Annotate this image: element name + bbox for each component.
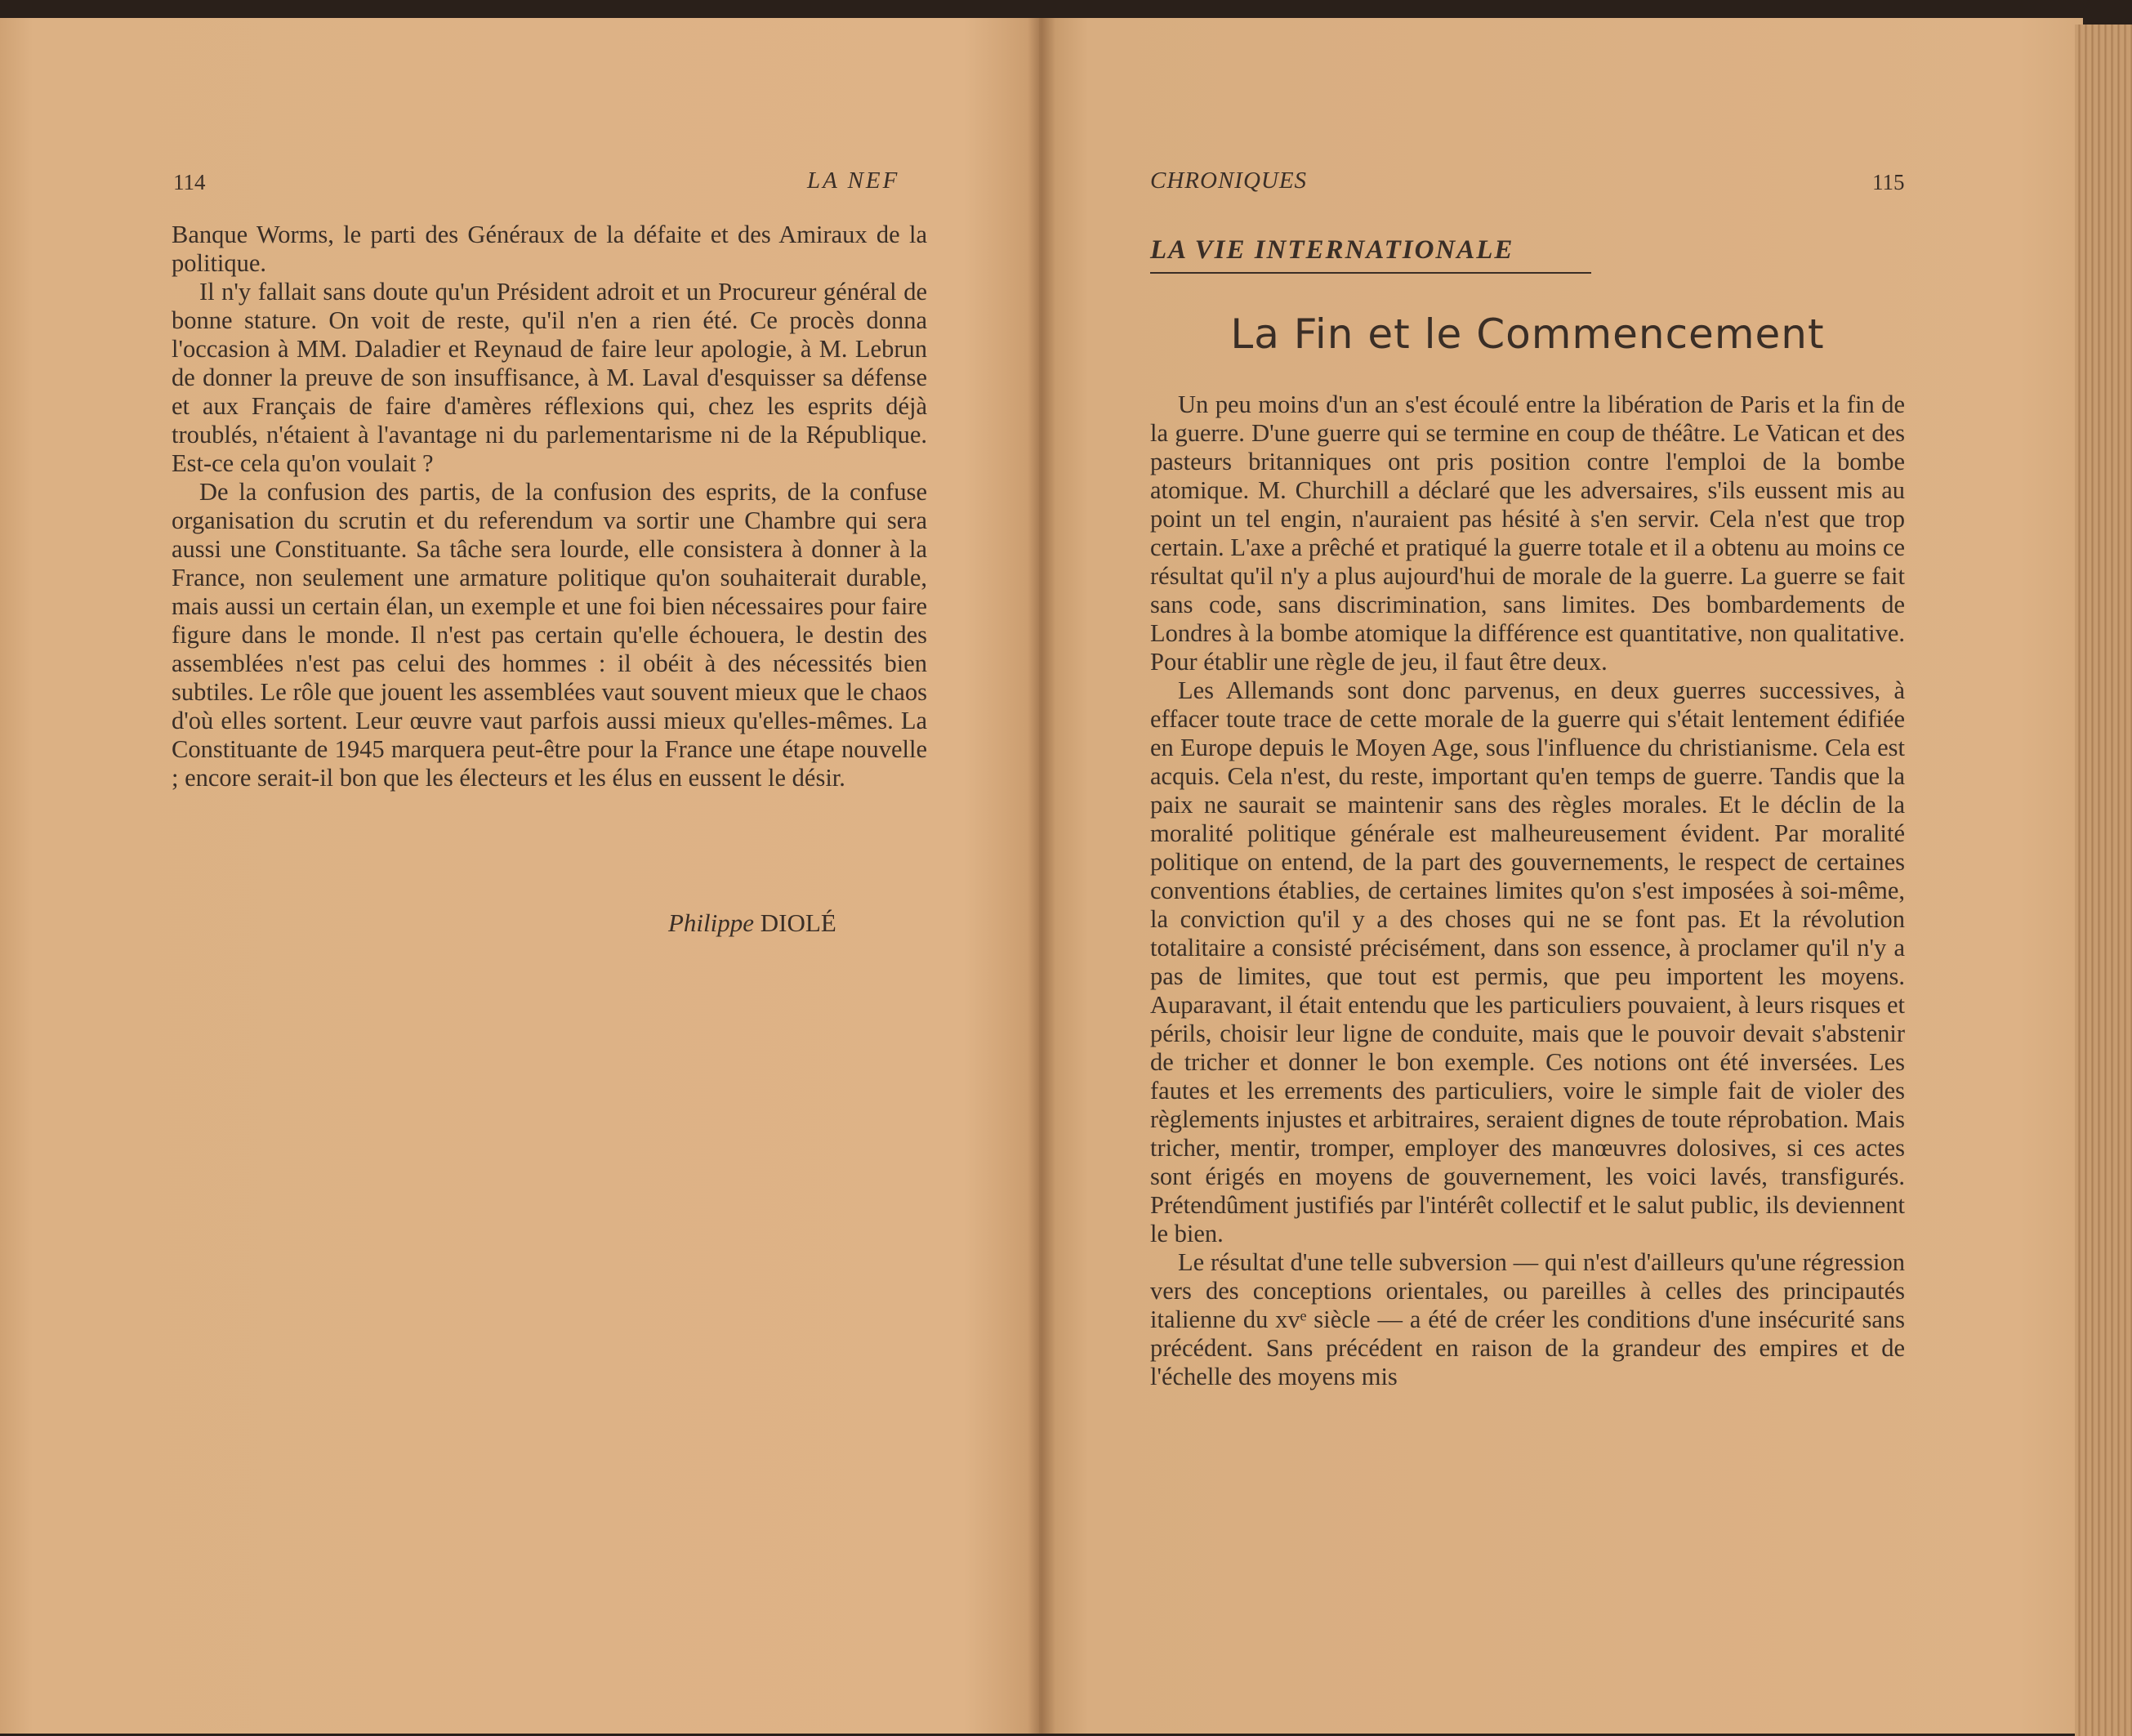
signature-last-name: DIOLÉ: [760, 908, 836, 937]
book-gutter: [1028, 18, 1055, 1734]
left-paragraph-1: Banque Worms, le parti des Généraux de la défaite et des Amiraux de la politique.: [172, 221, 927, 277]
article-title: La Fin et le Commencement: [1230, 310, 1825, 358]
page-edges: [2075, 25, 2132, 1736]
left-page-text: [172, 221, 927, 792]
left-paragraph-3: De la confusion des partis, de la confusion des esprits, de la confuse organisation du scrutin et du referendum va sortir une Chambre qui sera aussi une Constituante. Sa tâche sera lourde, elle consistera à donner à la France, non seulement une armature politique qu'on souhaiterait durable, mais aussi un certain élan, un exemple et une foi bien nécessaires pour faire figure dans le monde. Il n'est pas certain qu'elle échouera, le destin des assemblées n'est pas celui des hommes : il obéit à des nécessités bien subtiles. Le rôle que jouent les assemblées vaut souvent mieux que le chaos d'où elles sortent. Leur œuvre vaut parfois aussi mieux qu'elles-mêmes. La Constituante de 1945 marquera peut-être pour la France une étape nouvelle ; encore serait-il bon que les électeurs et les élus en eussent le désir.: [172, 478, 927, 792]
left-paragraph-2: Il n'y fallait sans doute qu'un Président adroit et un Procureur général de bonne stature. On voit de reste, qu'il n'en a rien été. Ce procès donna l'occasion à MM. Daladier et Reynaud de faire leur apologie, à M. Lebrun de donner la preuve de son insuffisance, à M. Laval d'esquisser sa défense et aux Français de faire d'amères réflexions qui, chez les esprits déjà troublés, n'étaient à l'avantage ni du parlementarisme ni de la République. Est-ce cela qu'on voulait ?: [172, 278, 927, 477]
right-paragraph-3: Le résultat d'une telle subversion — qui n'est d'ailleurs qu'une régression vers des conceptions orientales, ou pareilles à celles des principautés italienne du xvᵉ siècle — a été de créer les conditions d'une insécurité sans précédent. Sans précédent en raison de la grandeur des empires et de l'échelle des moyens mis: [1150, 1248, 1905, 1390]
article-signature: [668, 908, 836, 938]
right-running-head: CHRONIQUES: [1150, 167, 1308, 194]
signature-first-name: Philippe: [668, 908, 755, 937]
right-page-text: [1150, 390, 1905, 1391]
section-heading: LA VIE INTERNATIONALE: [1150, 235, 1591, 274]
left-page-number: 114: [173, 170, 206, 194]
right-paragraph-2: Les Allemands sont donc parvenus, en deux guerres successives, à effacer toute trace de cette morale de la guerre qui s'était lentement édifiée en Europe depuis le Moyen Age, sous l'influence du christianisme. Cela est acquis. Cela n'est, du reste, important qu'en temps de guerre. Tandis que la paix ne saurait se maintenir sans des règles morales. Et le déclin de la moralité politique générale est malheureusement évident. Par moralité politique on entend, de la part des gouvernements, le respect de certaines conventions établies, de certaines limites qu'on s'est imposées à soi-même, la conviction qu'il y a des choses qui ne se font pas. Et la révolution totalitaire a consisté précisément, dans son essence, à proclamer qu'il n'y a pas de limites, que tout est permis, que peu importent les moyens. Auparavant, il était entendu que les particuliers pouvaient, à leurs risques et périls, choisir leur ligne de conduite, mais que le pouvoir devait s'abstenir de tricher et donner le bon exemple. Ces notions ont été inversées. Les fautes et les errements des particuliers, voire le simple fait de violer des règlements injustes et arbitraires, seraient dignes de toute réprobation. Mais tricher, mentir, tromper, employer des manœuvres dolosives, si ces actes sont érigés en moyens de gouvernement, les voici lavés, transfigurés. Prétendûment justifiés par l'intérêt collectif et le salut public, ils deviennent le bien.: [1150, 676, 1906, 1247]
right-page-number: 115: [1872, 170, 1905, 194]
left-running-head: LA NEF: [807, 167, 900, 194]
right-paragraph-1: Un peu moins d'un an s'est écoulé entre la libération de Paris et la fin de la guerre. D'une guerre qui se termine en coup de théâtre. Le Vatican et des pasteurs britanniques ont pris position contre l'emploi de la bombe atomique. M. Churchill a déclaré que les adversaires, s'ils eussent mis au point un tel engin, n'auraient pas hésité à s'en servir. Cela n'est que trop certain. L'axe a prêché et pratiqué la guerre totale et il a obtenu au moins ce résultat qu'il n'y a plus aujourd'hui de morale de la guerre. La guerre se fait sans code, sans discrimination, sans limites. Des bombardements de Londres à la bombe atomique la différence est quantitative, non qualitative. Pour établir une règle de jeu, il faut être deux.: [1150, 390, 1905, 676]
